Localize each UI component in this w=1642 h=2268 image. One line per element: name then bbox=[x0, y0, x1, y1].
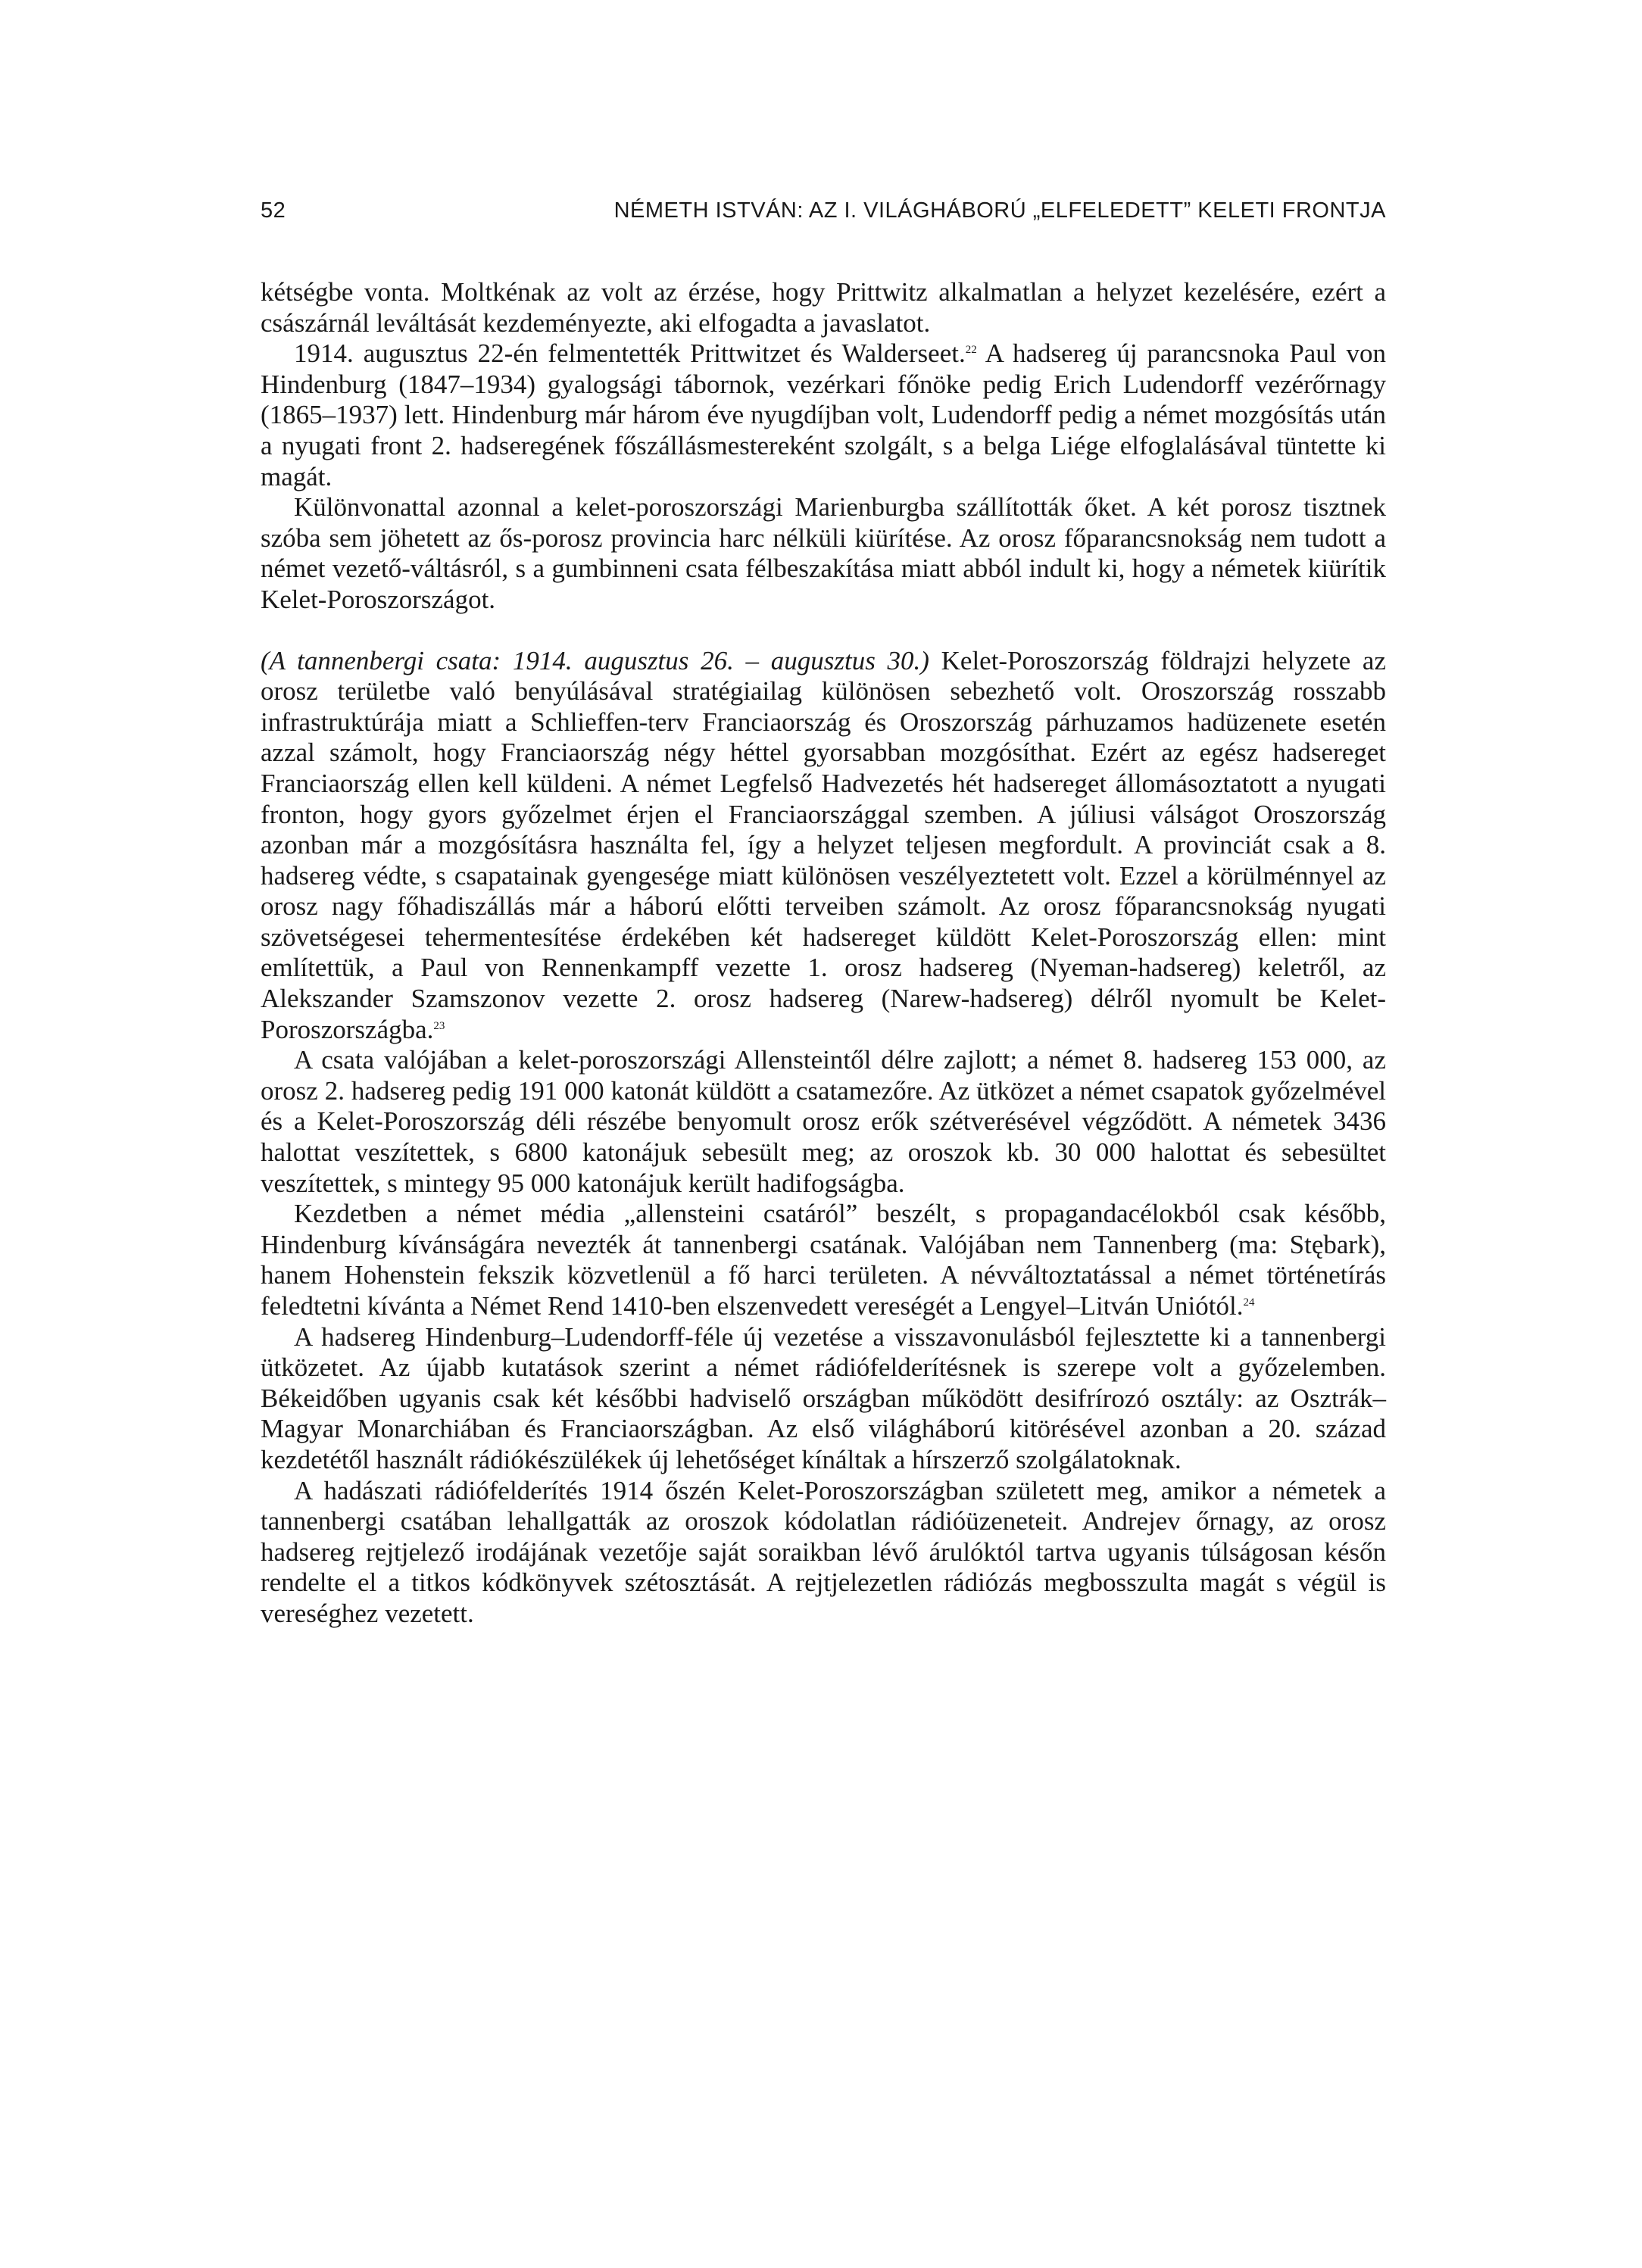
paragraph-4 bbox=[261, 646, 1386, 1046]
paragraph-7 bbox=[261, 1322, 1386, 1476]
page-number: 52 bbox=[261, 198, 286, 223]
paragraph-text: Kelet-Poroszország földrajzi helyzete az orosz területbe való benyúlásával stratégiailag különösen sebezhető volt. Oroszország rosszabb infrastruktúrája miatt a Schlieffen-terv Franciaország és Oroszország párhuzamos hadüzenete esetén azzal számolt, hogy Franciaország négy héttel gyorsabban mozgósíthat. Ezért az egész hadsereget Franciaország ellen kell küldeni. A német Legfelső Hadvezetés hét hadsereget állomásoztatott a nyugati fronton, hogy gyors győzelmet érjen el Franciaországgal szemben. A júliusi válságot Oroszország azonban már a mozgósításra használta fel, így a helyzet teljesen megfordult. A provinciát csak a 8. hadsereg védte, s csapatainak gyengesége miatt különösen veszélyeztetett volt. Ezzel a körülménnyel az orosz nagy főhadiszállás már a háború előtti terveiben számolt. Az orosz főparancsnokság nyugati szövetségesei tehermentesítése érdekében két hadsereget küldött Kelet-Poroszország ellen: mint említettük, a Paul von Rennenkampff vezette 1. orosz hadsereg (Nyeman-hadsereg) keletről, az Alekszander Szamszonov vezette 2. orosz hadsereg (Narew-hadsereg) délről nyomult be Kelet-Poroszországba. bbox=[261, 645, 1387, 1044]
paragraph-3 bbox=[261, 492, 1386, 615]
footnote-ref-24[interactable]: 24 bbox=[1243, 1296, 1255, 1309]
paragraph-text: A hadászati rádiófelderítés 1914 őszén Kelet-Poroszországban született meg, amikor a németek a tannenbergi csatában lehallgatták az oroszok kódolatlan rádióüzeneteit. Andrejev őrnagy, az orosz hadsereg rejtjelező irodájának vezetője saját soraikban lévő árulóktól tartva ugyanis túlságosan későn rendelte el a titkos kódkönyvek szétosztását. A rejtjelezetlen rádiózás megbosszulta magát s végül is vereséghez vezetett. bbox=[261, 1475, 1386, 1628]
section-subheading: (A tannenbergi csata: 1914. augusztus 26. – augusztus 30.) bbox=[261, 645, 929, 675]
paragraph-text: A csata valójában a kelet-poroszországi Allensteintől délre zajlott; a német 8. hadsereg 153 000, az orosz 2. hadsereg pedig 191 000 katonát küldött a csatamezőre. Az ütközet a német csapatok győzelmével és a Kelet-Poroszország déli részébe benyomult orosz erők szétverésével végződött. A németek 3436 halottat veszítettek, s 6800 katonájuk sebesült meg; az oroszok kb. 30 000 halottat és sebesültet veszítettek, s mintegy 95 000 katonájuk került hadifogságba. bbox=[261, 1045, 1386, 1198]
paragraph-text: kétségbe vonta. Moltkénak az volt az érzése, hogy Prittwitz alkalmatlan a helyzet kezelésére, ezért a császárnál leváltását kezdeményezte, aki elfogadta a javaslatot. bbox=[261, 277, 1386, 338]
paragraph-6 bbox=[261, 1199, 1386, 1321]
paragraph-2 bbox=[261, 338, 1386, 492]
paragraph-5 bbox=[261, 1045, 1386, 1199]
paragraph-text: Kezdetben a német média „allensteini csatáról” beszélt, s propagandacélokból csak később, Hindenburg kívánságára nevezték át tannenbergi csatának. Valójában nem Tannenberg (ma: Stębark), hanem Hohenstein fekszik közvetlenül a fő harci területen. A névváltoztatással a német történetírás feledtetni kívánta a Német Rend 1410-ben elszenvedett vereségét a Lengyel–Litván Uniótól. bbox=[261, 1199, 1386, 1321]
body-text bbox=[261, 277, 1386, 1630]
paragraph-text: 1914. augusztus 22-én felmentették Prittwitzet és Walderseet. bbox=[294, 338, 966, 369]
paragraph-text: Különvonattal azonnal a kelet-poroszországi Marienburgba szállították őket. A két porosz tisztnek szóba sem jöhetett az ős-porosz provincia harc nélküli kiürítése. Az orosz főparancsnokság nem tudott a német vezető-váltásról, s a gumbinneni csata félbeszakítása miatt abból indult ki, hogy a németek kiürítik Kelet-Poroszországot. bbox=[261, 492, 1386, 614]
book-page bbox=[261, 198, 1386, 1630]
running-head bbox=[261, 198, 1386, 236]
paragraph-8 bbox=[261, 1476, 1386, 1630]
footnote-ref-22[interactable]: 22 bbox=[965, 344, 977, 357]
paragraph-1 bbox=[261, 277, 1386, 338]
footnote-ref-23[interactable]: 23 bbox=[433, 1019, 445, 1032]
paragraph-text: A hadsereg új parancsnoka Paul von Hindenburg (1847–1934) gyalogsági tábornok, vezérkari főnöke pedig Erich Ludendorff vezérőrnagy (1865–1937) lett. Hindenburg már három éve nyugdíjban volt, Ludendorff pedig a német mozgósítás után a nyugati front 2. hadseregének főszállásmestereként szolgált, s a belga Liége elfoglalásával tüntette ki magát. bbox=[261, 338, 1386, 491]
running-head-title: NÉMETH ISTVÁN: AZ I. VILÁGHÁBORÚ „ELFELEDETT” KELETI FRONTJA bbox=[613, 198, 1386, 223]
paragraph-text: A hadsereg Hindenburg–Ludendorff-féle új vezetése a visszavonulásból fejlesztette ki a tannenbergi ütközetet. Az újabb kutatások szerint a német rádiófelderítésnek is szerepe volt a győzelemben. Békeidőben ugyanis csak két későbbi hadviselő országban működött desifrírozó osztály: az Osztrák–Magyar Monarchiában és Franciaországban. Az első világháború kitörésével azonban a 20. század kezdetétől használt rádiókészülékek új lehetőséget kínáltak a hírszerző szolgálatoknak. bbox=[261, 1321, 1386, 1474]
